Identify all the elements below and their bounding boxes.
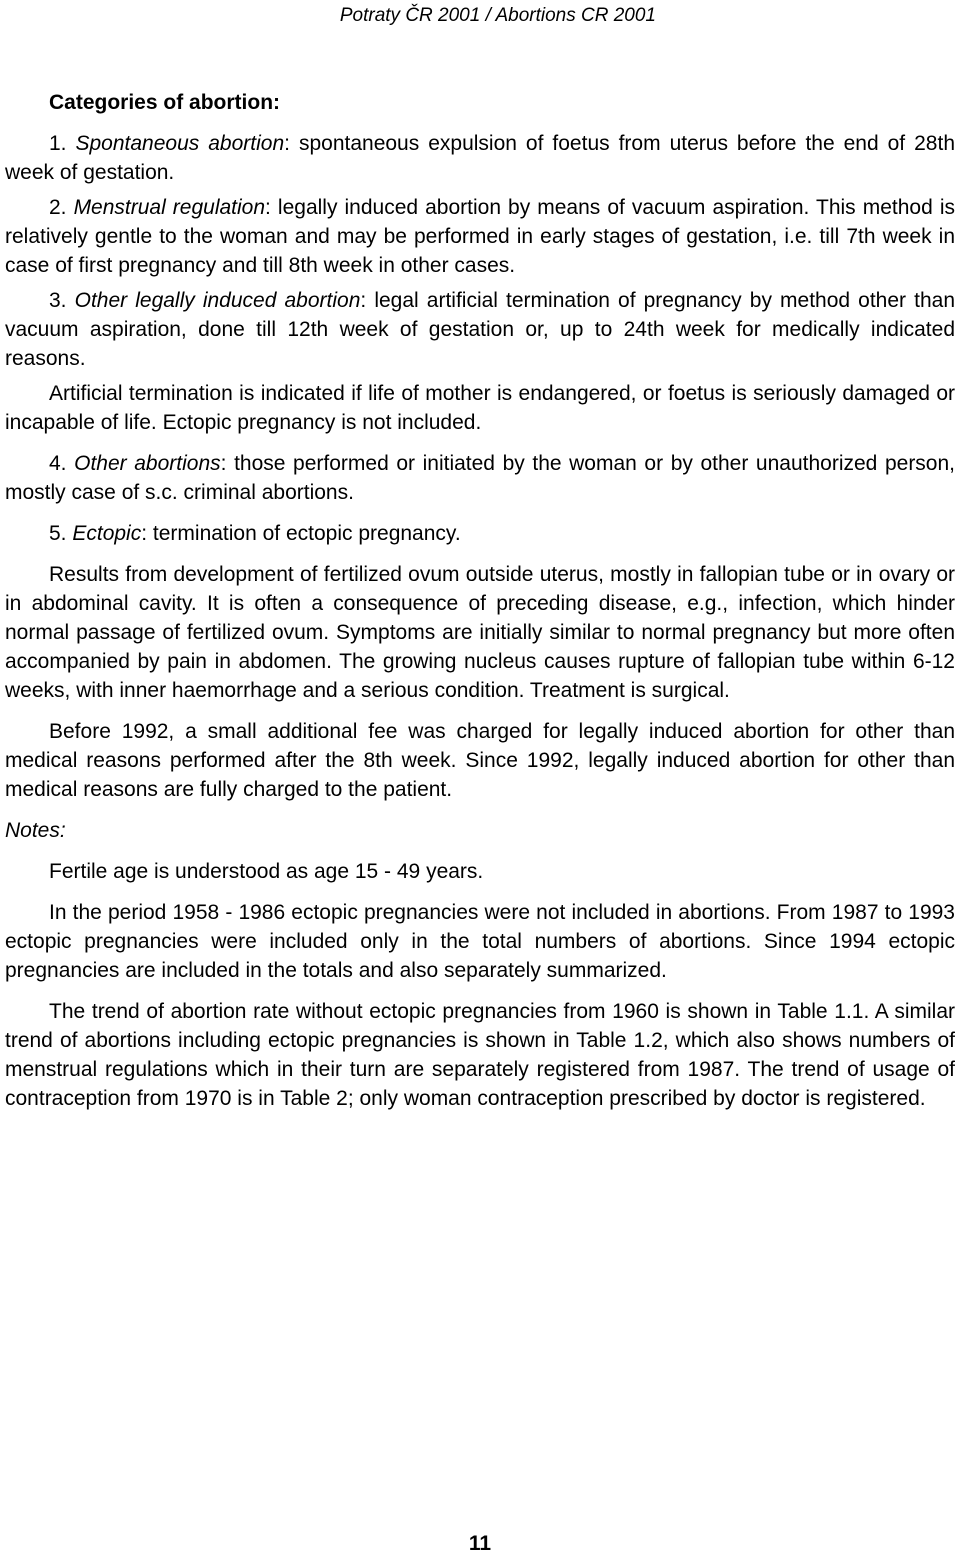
item-term: Spontaneous abortion [75,132,285,155]
note-paragraph: In the period 1958 - 1986 ectopic pregnancies were not included in abortions. From 1987 to 1993 ectopic pregnancies were included only in the total numbers of abortions. Since 1994 ectopic pregnancies are included in the totals and also separately summarized. [5,901,955,982]
item-number: 3. [49,289,67,312]
category-item-4 [5,449,955,507]
notes-label: Notes: [5,819,66,842]
item-number: 4. [49,452,67,475]
note-paragraph: Fertile age is understood as age 15 - 49 years. [49,860,484,883]
item-term: Other abortions [74,452,221,475]
item-term: Other legally induced abortion [74,289,361,312]
fee-paragraph: Before 1992, a small additional fee was charged for legally induced abortion for other than medical reasons performed after the 8th week. Since 1992, legally induced abortion for other than medical reasons are fully charged to the patient. [5,720,955,801]
item-text: : legal artificial termination of pregnancy by method other than vacuum aspiration, done till 12th week of gestation or, up to 24th week for medically indicated reasons. [5,289,955,370]
item-term: Ectopic [72,522,142,545]
item-number: 2. [49,196,67,219]
item-text: : those performed or initiated by the woman or by other unauthorized person, mostly case of s.c. criminal abortions. [5,452,956,504]
item-text: : termination of ectopic pregnancy. [141,522,461,545]
category-item-1 [5,129,955,187]
category-item-2 [5,193,955,280]
document-body [5,88,955,1113]
item-number: 5. [49,522,67,545]
ectopic-explanation-paragraph: Results from development of fertilized ovum outside uterus, mostly in fallopian tube or in ovary or in abdominal cavity. It is often a consequence of preceding disease, e.g., infection, which hinder normal passage of fertilized ovum. Symptoms are initially similar to normal pregnancy but more often accompanied by pain in abdomen. The growing nucleus causes rupture of fallopian tube within 6-12 weeks, with inner haemorrhage and a serious condition. Treatment is surgical. [5,563,955,702]
item-number: 1. [49,132,67,155]
category-item-3 [5,286,955,373]
category-item-5 [5,519,955,548]
running-header: Potraty ČR 2001 / Abortions CR 2001 [339,5,656,26]
note-paragraph: The trend of abortion rate without ectopic pregnancies from 1960 is shown in Table 1.1. A similar trend of abortions including ectopic pregnancies is shown in Table 1.2, which also shows numbers of menstrual regulations which in their turn are separately registered from 1987. The trend of usage of contraception from 1970 is in Table 2; only woman contraception prescribed by doctor is registered. [5,1000,955,1110]
item-text: : spontaneous expulsion of foetus from uterus before the end of 28th week of gestation. [5,132,955,184]
page-number: 11 [468,1532,492,1555]
item-term: Menstrual regulation [73,196,266,219]
item-text: : legally induced abortion by means of vacuum aspiration. This method is relatively gentle to the woman and may be performed in early stages of gestation, i.e. till 7th week in case of first pregnancy and till 8th week in other cases. [5,196,955,277]
artificial-termination-paragraph: Artificial termination is indicated if life of mother is endangered, or foetus is seriously damaged or incapable of life. Ectopic pregnancy is not included. [5,382,955,434]
section-heading: Categories of abortion: [49,91,281,114]
